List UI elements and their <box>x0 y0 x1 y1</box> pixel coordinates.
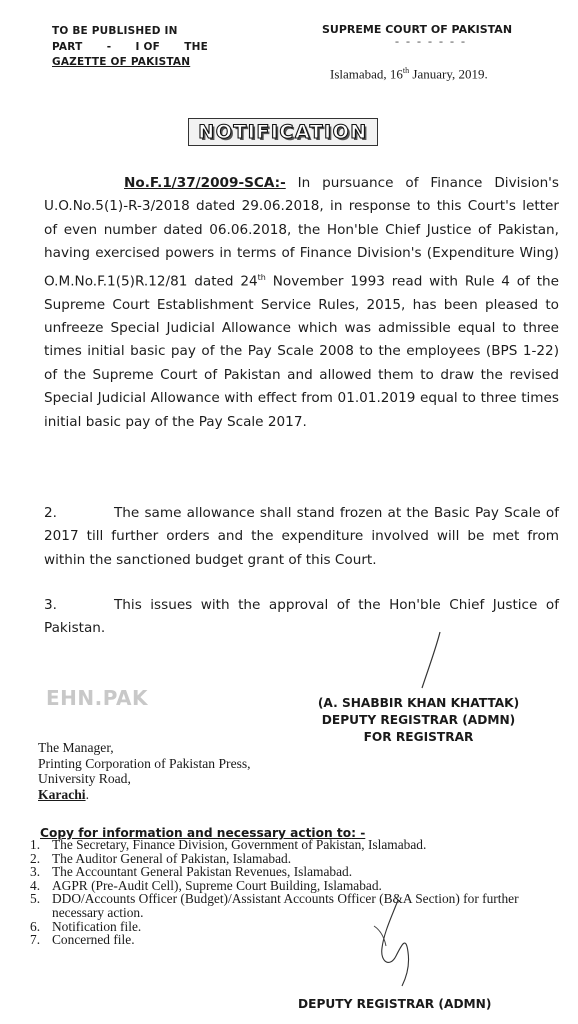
list-item: 2. The Auditor General of Pakistan, Islamabad. <box>30 850 292 866</box>
list-item: 5. DDO/Accounts Officer (Budget)/Assistant Accounts Officer (B&A Section) for further necessary action. <box>30 891 519 920</box>
paragraph-2: 2. The same allowance shall stand frozen at the Basic Pay Scale of 2017 till further orders and the expenditure involved will be met from within the sanctioned budget grant of this Court. <box>44 505 559 568</box>
copy-heading: Copy for information and necessary action to: - <box>40 826 366 840</box>
signature-scrawl-icon <box>362 896 432 988</box>
addressee-city: Karachi. <box>38 786 89 802</box>
gazette-line-3: GAZETTE OF PAKISTAN <box>52 56 191 68</box>
list-item: 3. The Accountant General Pakistan Revenues, Islamabad. <box>30 864 353 880</box>
list-item: 4. AGPR (Pre-Audit Cell), Supreme Court Building, Islamabad. <box>30 877 382 893</box>
gazette-line-2: PART - I OF THE <box>52 40 208 53</box>
addressee-line: The Manager, <box>38 740 114 755</box>
paragraph-3: 3. This issues with the approval of the Hon'ble Chief Justice of Pakistan. <box>44 597 559 637</box>
court-underline-dots: - - - - - - - <box>395 34 467 48</box>
footer-designation: DEPUTY REGISTRAR (ADMN) <box>298 997 492 1011</box>
addressee-block <box>38 740 358 802</box>
signatory-name: (A. SHABBIR KHAN KHATTAK) <box>317 696 520 710</box>
gazette-line-1: TO BE PUBLISHED IN <box>52 25 178 37</box>
court-name: SUPREME COURT OF PAKISTAN <box>322 23 513 36</box>
reference-number: No.F.1/37/2009-SCA:- <box>124 175 286 191</box>
addressee-line: Printing Corporation of Pakistan Press, <box>38 755 251 771</box>
list-item: 6. Notification file. <box>30 918 142 934</box>
signatory-block <box>306 695 531 746</box>
paragraph-1: No.F.1/37/2009-SCA:- In pursuance of Finance Division's U.O.No.5(1)-R-3/2018 dated 29.06.2018, in response to this Court's letter of even number dated 06.06.2018, the Hon'ble Chief Justice of Pakistan, having exercised powers in terms of Finance Division's (Expenditure Wing) O.M.No.F.1(5)R.12/81 dated 24th November 1993 read with Rule 4 of the Supreme Court Establishment Service Rules, 2015, has been pleased to unfreeze Special Judicial Allowance which was admissible equal to three times initial basic pay of the Pay Scale 2008 to the employees (BPS 1-22) of the Supreme Court of Pakistan and allowed them to draw the revised Special Judicial Allowance with effect from 01.01.2019 equal to three times initial basic pay of the Pay Scale 2017. <box>44 175 560 430</box>
signatory-designation: DEPUTY REGISTRAR (ADMN) <box>321 713 516 727</box>
watermark: EHN.PAK <box>46 686 149 710</box>
notification-title: NOTIFICATION <box>188 118 378 146</box>
list-item: 1. The Secretary, Finance Division, Government of Pakistan, Islamabad. <box>30 837 427 852</box>
signatory-for: FOR REGISTRAR <box>363 730 474 744</box>
addressee-line: University Road, <box>38 771 131 786</box>
gazette-publication-note <box>52 24 208 71</box>
copy-list <box>30 838 560 947</box>
date-line: Islamabad, 16th January, 2019. <box>330 66 488 82</box>
signature-stroke-icon <box>420 630 442 692</box>
list-item: 7. Concerned file. <box>30 932 135 948</box>
